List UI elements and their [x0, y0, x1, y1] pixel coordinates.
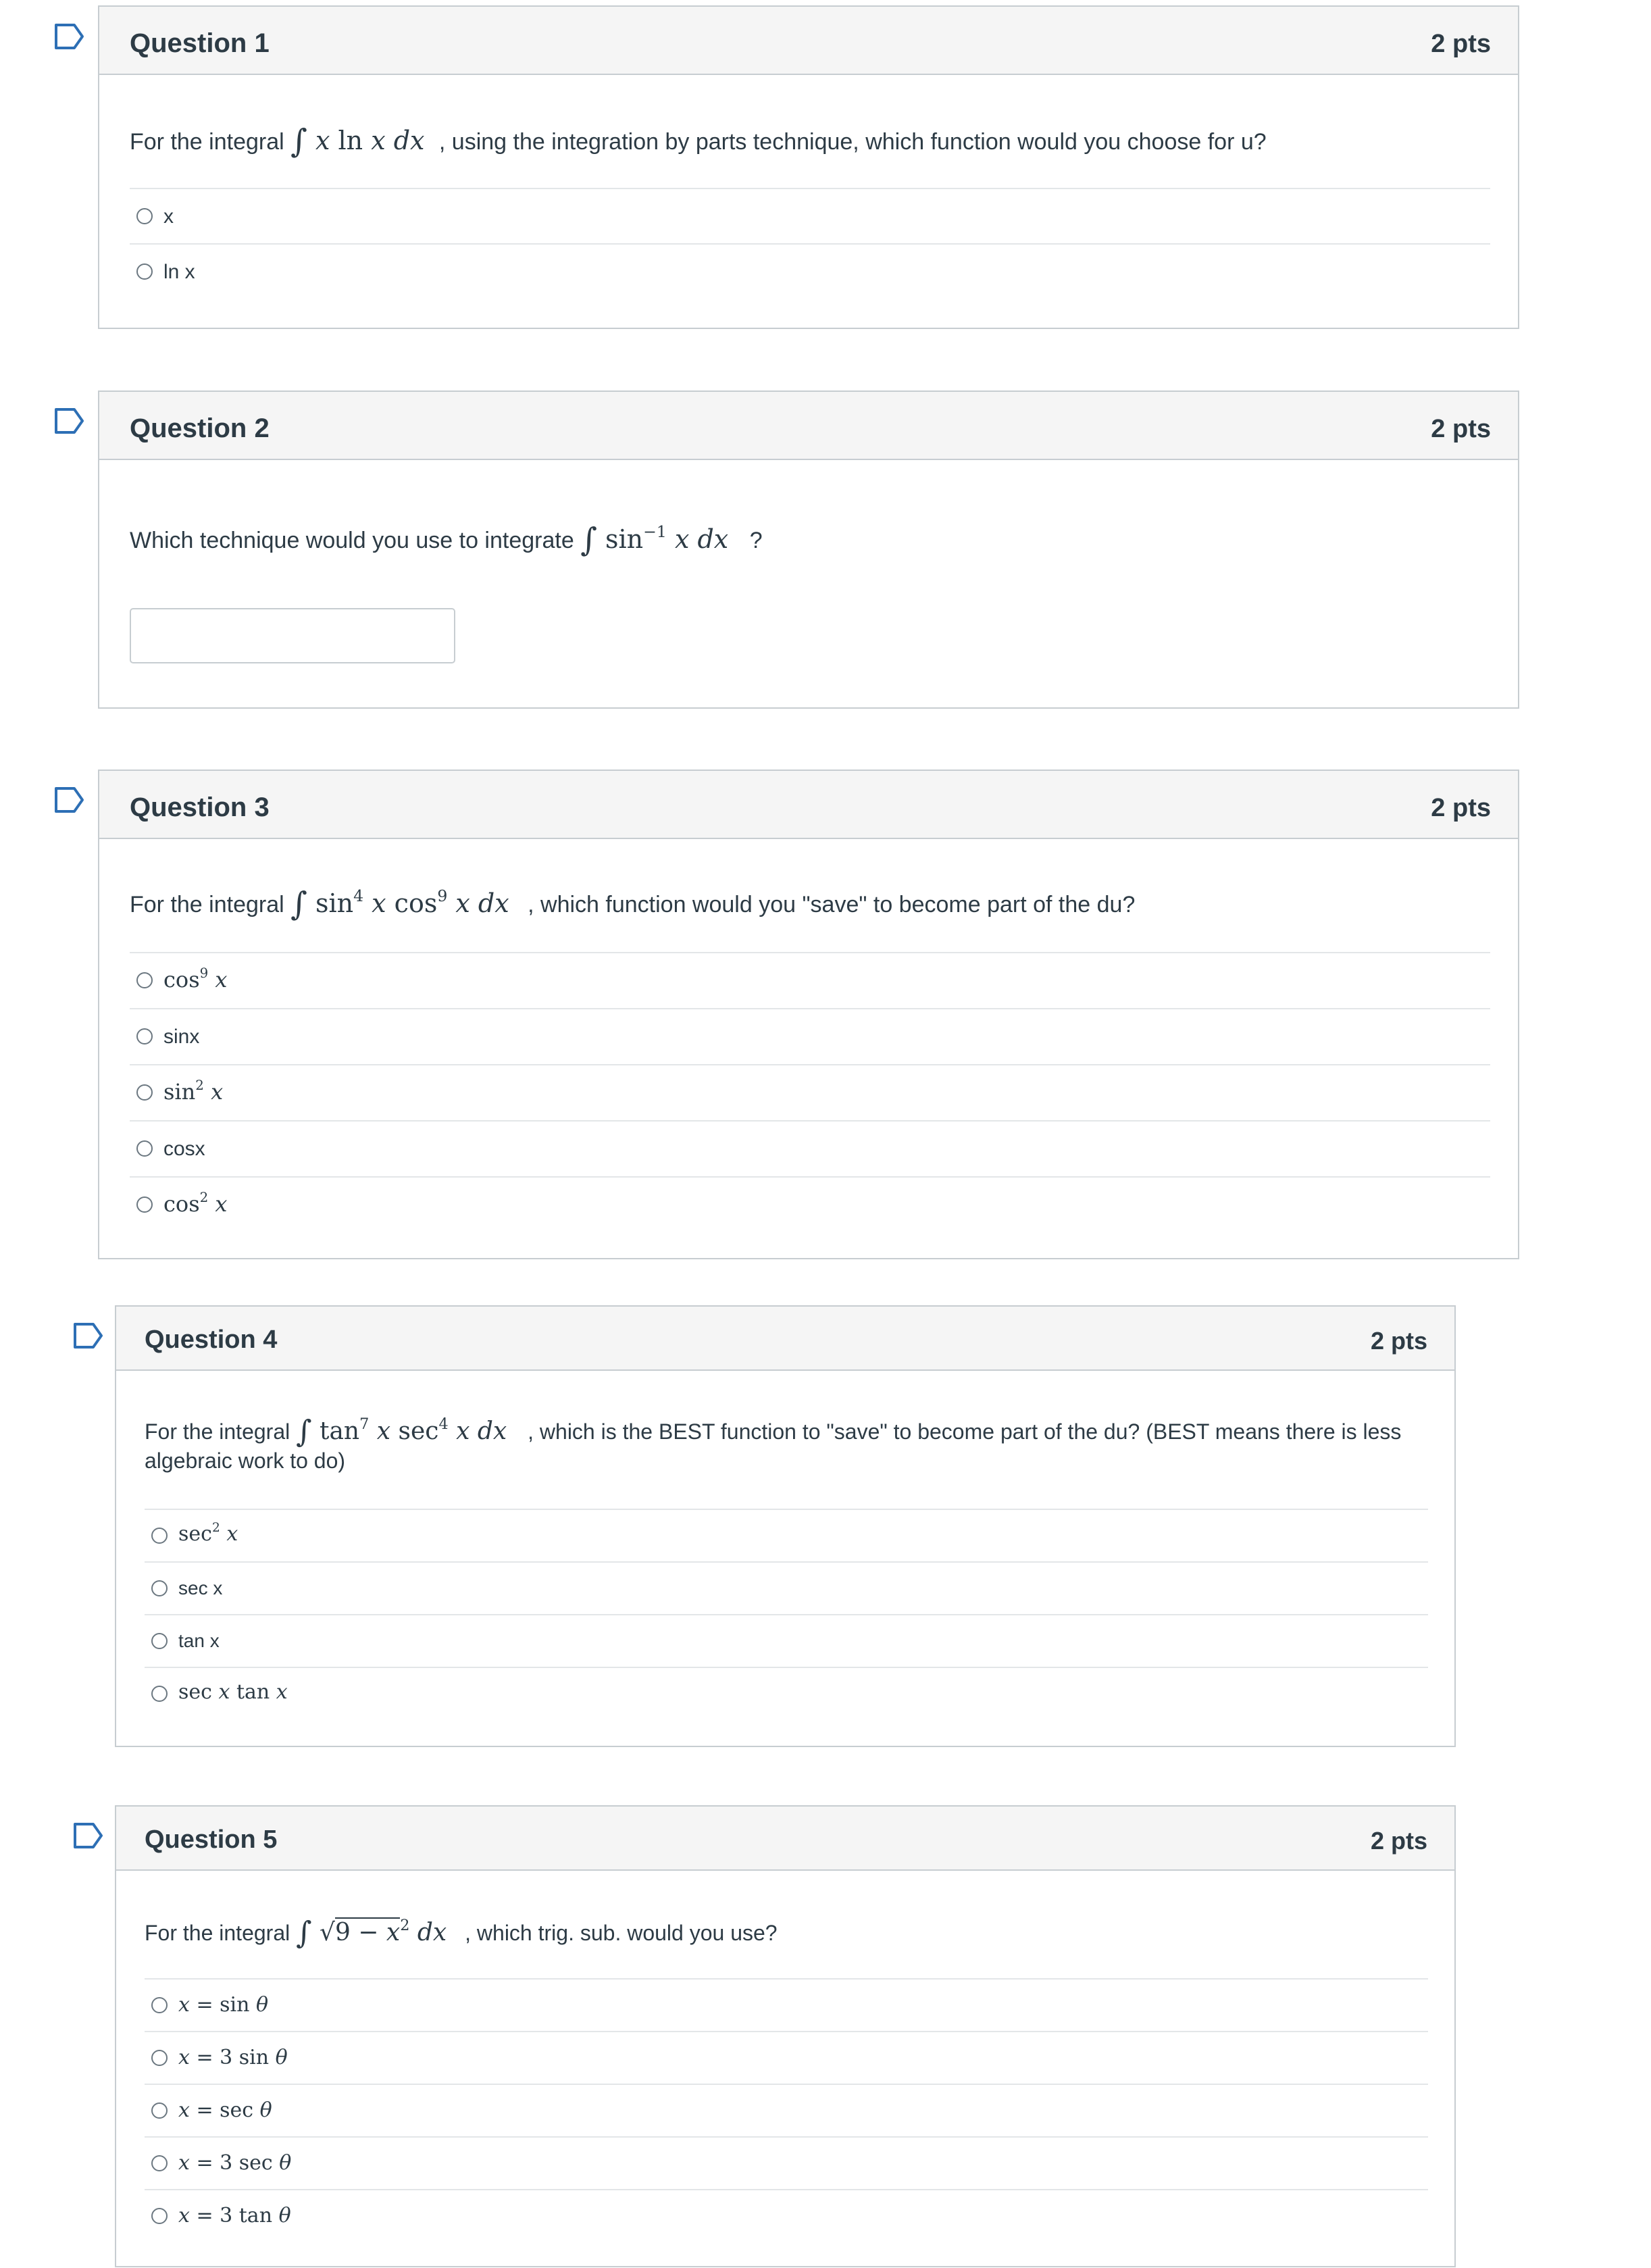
radio-button[interactable]: [151, 1528, 168, 1544]
question-prompt: [130, 120, 1267, 160]
answer-label: cosx: [163, 1138, 205, 1160]
answer-label: x = sin θ: [178, 1993, 269, 2017]
answer-option[interactable]: [145, 2084, 1428, 2136]
radio-button[interactable]: [136, 1084, 153, 1101]
answer-option[interactable]: [130, 1064, 1490, 1120]
answer-label: ln x: [163, 261, 195, 283]
radio-button[interactable]: [151, 2208, 168, 2224]
prompt-text: , which function would you "save" to become part of the du?: [528, 892, 1136, 917]
radio-button[interactable]: [136, 972, 153, 988]
question-points: 2 pts: [1431, 30, 1491, 58]
radio-button[interactable]: [136, 208, 153, 224]
answer-option[interactable]: [130, 243, 1490, 299]
question-title: Question 2: [130, 413, 270, 443]
answer-option[interactable]: [145, 2136, 1428, 2189]
answer-label: sec x: [178, 1578, 223, 1598]
question-2-card: [98, 390, 1519, 709]
answer-label: $\sec^2 x$: [178, 1521, 238, 1546]
prompt-text: , using the integration by parts technique, which function would you choose for u?: [438, 129, 1267, 155]
integral-expression: ∫ $\tan^7 x$ $\sec^4 x$ dx: [296, 1413, 507, 1449]
integral-expression: ∫ $\sin^4 x$ $\cos^9 x$ dx: [290, 886, 509, 923]
question-title: Question 1: [130, 28, 270, 58]
question-prompt: [130, 883, 1136, 923]
question-title: Question 3: [130, 792, 270, 822]
question-3-header: [99, 771, 1518, 839]
answer-label: x: [163, 205, 174, 228]
answer-option[interactable]: [130, 1120, 1490, 1176]
question-2-header: [99, 392, 1518, 460]
prompt-text: For the integral: [130, 892, 284, 917]
question-prompt: [145, 1411, 1402, 1449]
radio-button[interactable]: [151, 1633, 168, 1649]
radio-button[interactable]: [136, 1028, 153, 1044]
question-points: 2 pts: [1431, 415, 1491, 443]
answer-text-input[interactable]: [130, 608, 455, 663]
prompt-text: Which technique would you use to integrate: [130, 528, 574, 553]
answer-option[interactable]: [145, 1667, 1428, 1719]
flag-question-icon[interactable]: [73, 1822, 104, 1849]
question-4-header: [116, 1307, 1454, 1371]
question-prompt: [145, 1912, 778, 1948]
answer-option[interactable]: [145, 2031, 1428, 2084]
question-5-header: [116, 1807, 1454, 1871]
integral-expression: ∫ $√9 - x^2$ dx: [296, 1915, 447, 1950]
prompt-text: ?: [749, 528, 763, 553]
radio-button[interactable]: [151, 2050, 168, 2066]
answer-label: x = 3 sec θ: [178, 2151, 292, 2175]
question-4-card: [115, 1305, 1456, 1747]
radio-button[interactable]: [136, 1140, 153, 1157]
integral-expression: ∫ x ln x dx: [290, 123, 425, 160]
radio-button[interactable]: [151, 2102, 168, 2119]
answer-label: x = 3 tan θ: [178, 2204, 291, 2227]
question-title: Question 5: [145, 1825, 278, 1854]
prompt-text: , which is the BEST function to "save" to become part of the du? (BEST means there is less: [528, 1419, 1402, 1444]
answer-label: $\cos^2 x$: [163, 1190, 228, 1217]
radio-button[interactable]: [136, 1196, 153, 1213]
answer-option[interactable]: [130, 1176, 1490, 1232]
radio-button[interactable]: [151, 1580, 168, 1596]
prompt-text: , which trig. sub. would you use?: [465, 1921, 778, 1945]
answer-label: tan x: [178, 1630, 220, 1651]
answer-option[interactable]: [145, 1978, 1428, 2031]
answer-label: sinx: [163, 1026, 200, 1048]
question-points: 2 pts: [1370, 1827, 1427, 1855]
question-5-card: [115, 1805, 1456, 2267]
question-3-card: [98, 770, 1519, 1259]
flag-question-icon[interactable]: [54, 786, 85, 813]
prompt-text: For the integral: [145, 1419, 290, 1444]
question-prompt: [130, 519, 763, 559]
answer-option[interactable]: [145, 1509, 1428, 1561]
flag-question-icon[interactable]: [73, 1322, 104, 1349]
radio-button[interactable]: [151, 1997, 168, 2013]
flag-question-icon[interactable]: [54, 23, 85, 50]
radio-button[interactable]: [151, 1686, 168, 1702]
answer-label: x = 3 sin θ: [178, 2046, 288, 2069]
answer-label: $\cos^9 x$: [163, 965, 228, 992]
answer-label: $\sin^2 x$: [163, 1078, 224, 1105]
question-1-header: [99, 7, 1518, 75]
question-title: Question 4: [145, 1326, 278, 1354]
answer-option[interactable]: [130, 1008, 1490, 1064]
answer-label: sec x tan x: [178, 1680, 288, 1704]
answer-option[interactable]: [145, 1561, 1428, 1614]
answer-option[interactable]: [145, 2189, 1428, 2242]
question-points: 2 pts: [1370, 1327, 1427, 1355]
flag-question-icon[interactable]: [54, 407, 85, 434]
question-1-card: [98, 5, 1519, 329]
prompt-text: For the integral: [145, 1921, 290, 1945]
prompt-text: For the integral: [130, 129, 284, 155]
answer-label: x = sec θ: [178, 2098, 272, 2122]
prompt-text: algebraic work to do): [145, 1448, 346, 1473]
answer-option[interactable]: [145, 1614, 1428, 1667]
radio-button[interactable]: [151, 2155, 168, 2171]
integral-expression: ∫ $\sin^{-1} x$ dx: [580, 522, 729, 559]
answer-option[interactable]: [130, 188, 1490, 243]
radio-button[interactable]: [136, 263, 153, 280]
answer-option[interactable]: [130, 952, 1490, 1008]
question-points: 2 pts: [1431, 794, 1491, 822]
